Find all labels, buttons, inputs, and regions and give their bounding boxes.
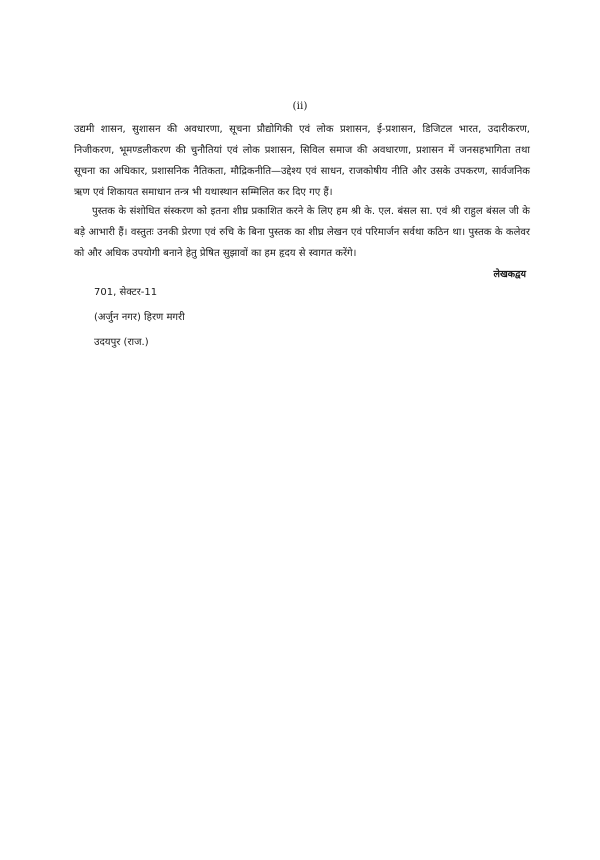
address-line-1: 701, सेक्टर-11 — [94, 287, 158, 298]
address-line-3: उदयपुर (राज.) — [94, 337, 149, 348]
address-block — [94, 283, 185, 358]
address-line-2: (अर्जुन नगर) हिरण मगरी — [94, 312, 185, 323]
page-number: (ii) — [292, 100, 308, 112]
author-signature: लेखकद्वय — [493, 269, 526, 280]
preface-paragraph-1: उद्यमी शासन, सुशासन की अवधारणा, सूचना प्रौद्योगिकी एवं लोक प्रशासन, ई-प्रशासन, डिजिटल भारत, उदारीकरण, निजीकरण, भूमण्डलीकरण की चुनौतियां एवं लोक प्रशासन, सिविल समाज की अवधारणा, प्रशासन में जनसहभागिता तथा सूचना का अधिकार, प्रशासनिक नैतिकता, मौद्रिकनीति—उद्देश्य एवं साधन, राजकोषीय नीति और उसके उपकरण, सार्वजनिक ऋण एवं शिकायत समाधान तन्त्र भी यथास्थान सम्मिलित कर दिए गए हैं। — [74, 124, 530, 198]
preface-paragraph-2: पुस्तक के संशोधित संस्करण को इतना शीघ्र प्रकाशित करने के लिए हम श्री के. एल. बंसल सा. एवं श्री राहुल बंसल जी के बड़े आभारी हैं। वस्तुतः उनकी प्रेरणा एवं रुचि के बिना पुस्तक का शीघ्र लेखन एवं परिमार्जन सर्वथा कठिन था। पुस्तक के कलेवर को और अधिक उपयोगी बनाने हेतु प्रेषित सुझावों का हम हृदय से स्वागत करेंगे। — [74, 206, 530, 259]
